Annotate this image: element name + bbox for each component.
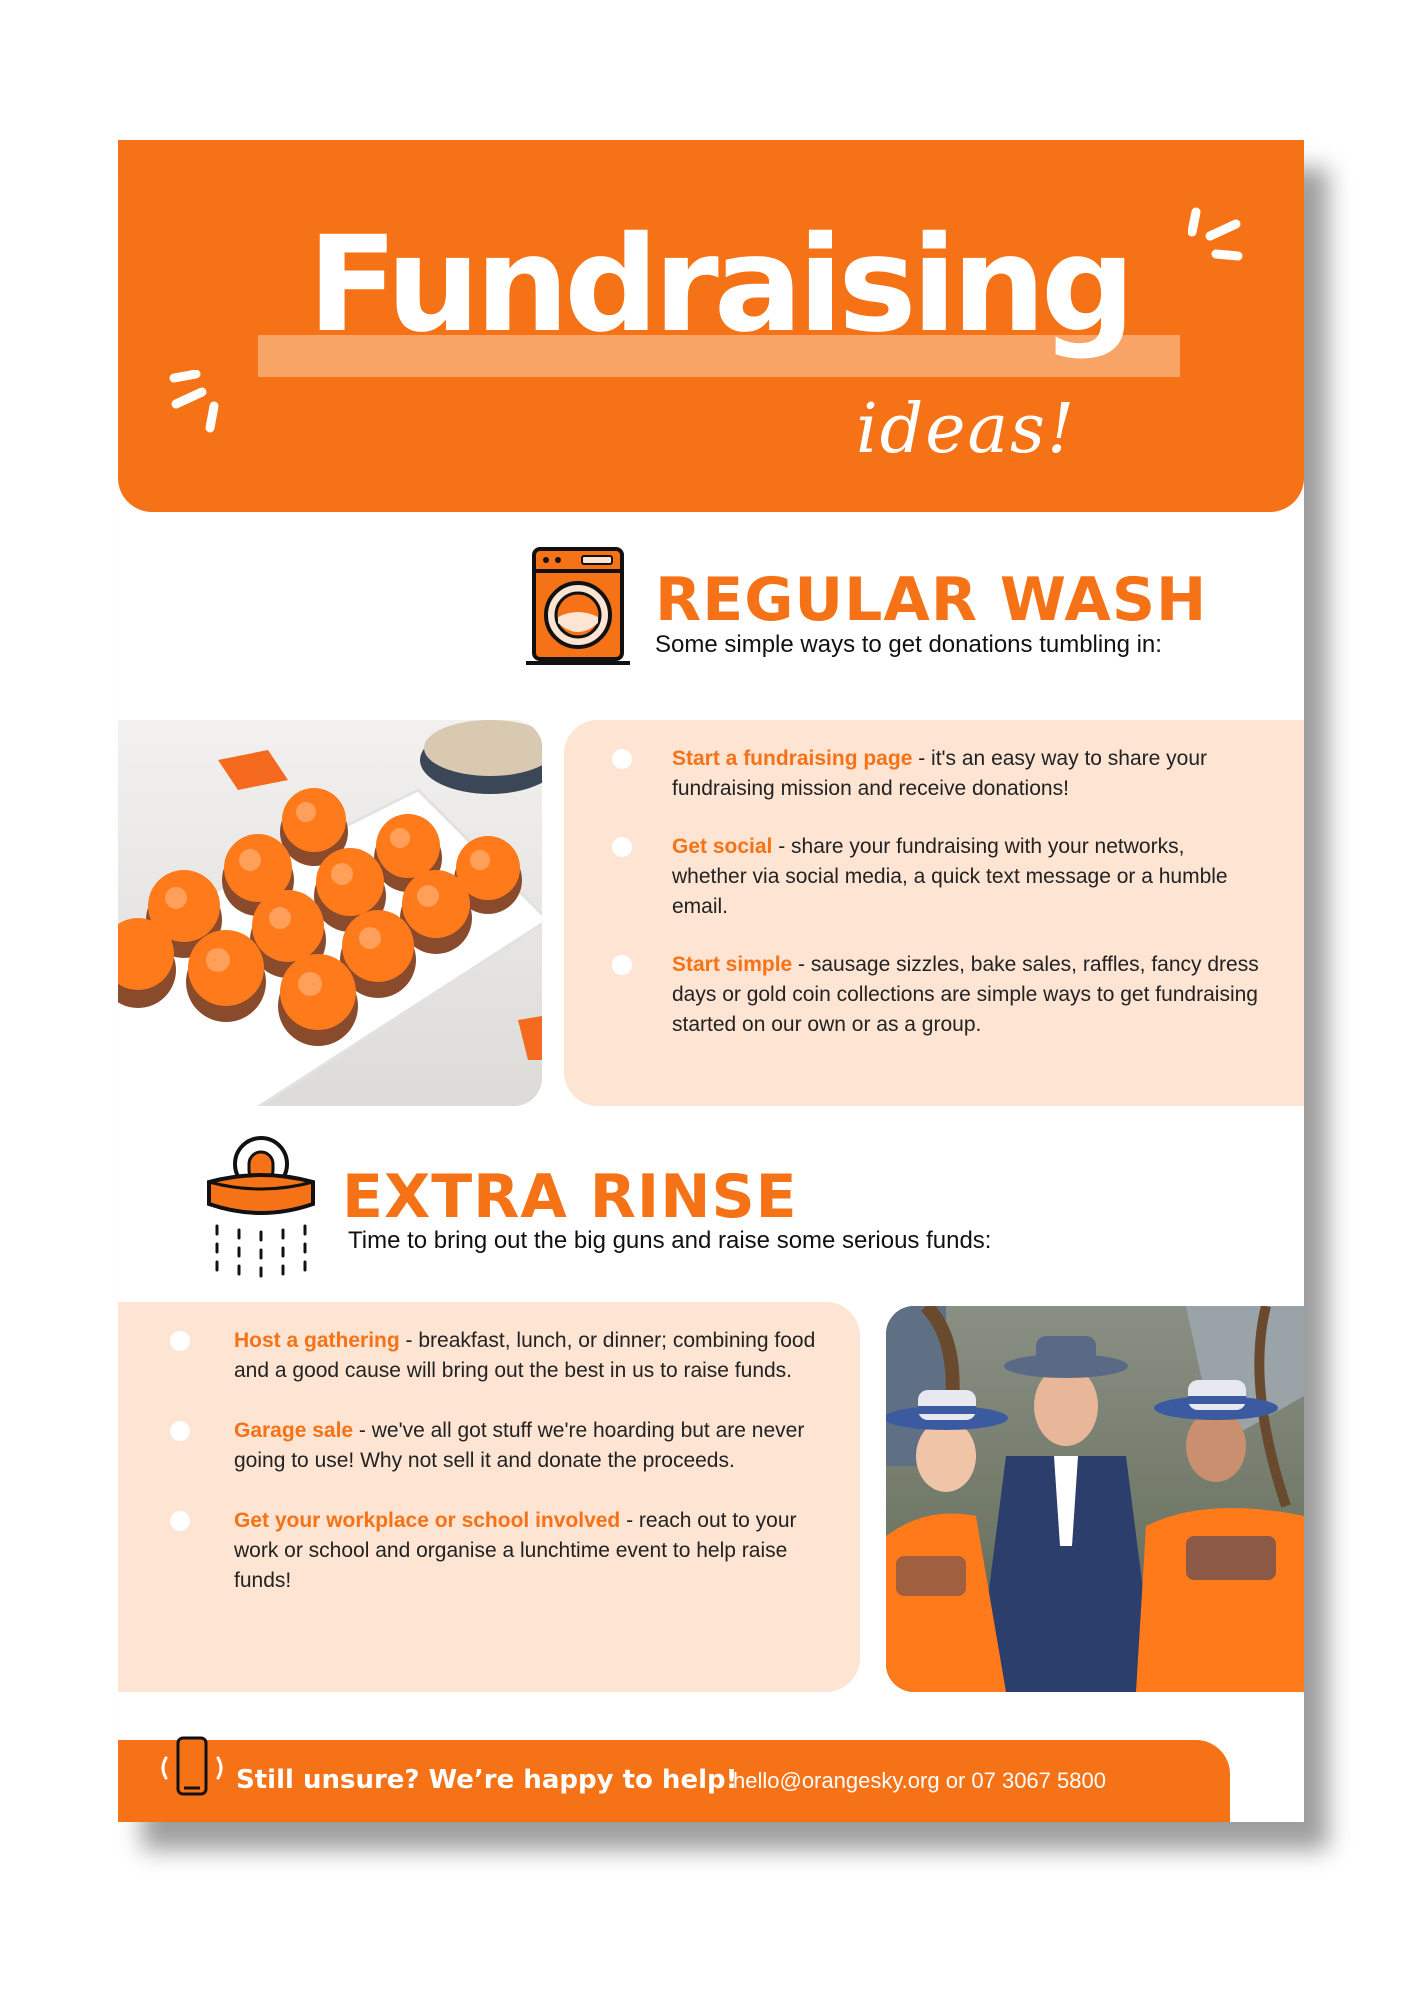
- list-item-lead: Get social: [672, 835, 773, 858]
- list-item-lead: Start simple: [672, 953, 793, 976]
- list-item-lead: Get your workplace or school involved: [234, 1509, 621, 1532]
- header-banner: [118, 140, 1304, 512]
- list-item-text: - sausage sizzles, bake sales, raffles, fancy dress days or gold coin collections are simple ways to get fundraising started on our own or as a group.: [672, 953, 1259, 1036]
- extra-rinse-panel: [118, 1302, 860, 1692]
- cupcakes-photo: [118, 720, 542, 1106]
- sparkle-top-right-icon: [1188, 202, 1248, 262]
- bullet-icon: [612, 955, 632, 975]
- section-title-regular-wash: REGULAR WASH: [655, 565, 1208, 635]
- extra-rinse-list: [234, 1326, 824, 1596]
- section-subtitle-regular-wash: Some simple ways to get donations tumbling in:: [655, 631, 1162, 658]
- list-item-lead: Host a gathering: [234, 1329, 400, 1352]
- flyer-page: [118, 140, 1304, 1822]
- list-item-text: - we've all got stuff we're hoarding but are never going to use! Why not sell it and donate the proceeds.: [234, 1419, 805, 1472]
- students-photo: [886, 1306, 1304, 1692]
- list-item: [234, 1506, 824, 1596]
- washing-machine-icon: [526, 545, 630, 669]
- bullet-icon: [170, 1331, 190, 1351]
- list-item-text: - breakfast, lunch, or dinner; combining food and a good cause will bring out the best in us to raise funds.: [234, 1329, 816, 1382]
- list-item: [672, 744, 1262, 804]
- list-item-text: - it's an easy way to share your fundraising mission and receive donations!: [672, 747, 1208, 800]
- list-item-lead: Start a fundraising page: [672, 747, 913, 770]
- list-item: [234, 1416, 824, 1476]
- list-item-lead: Garage sale: [234, 1419, 354, 1442]
- page-subtitle: ideas!: [856, 390, 1077, 469]
- bullet-icon: [170, 1421, 190, 1441]
- contact-details[interactable]: hello@orangesky.org or 07 3067 5800: [733, 1768, 1106, 1793]
- list-item-text: - share your fundraising with your networks, whether via social media, a quick text message or a humble email.: [672, 835, 1228, 918]
- sparkle-bottom-left-icon: [166, 370, 236, 440]
- phone-icon: [160, 1734, 224, 1802]
- list-item: [672, 832, 1262, 922]
- footer-bar: [118, 1740, 1230, 1822]
- list-item: [672, 950, 1262, 1040]
- regular-wash-list: [672, 744, 1262, 1040]
- help-question: Still unsure? We’re happy to help!: [236, 1765, 738, 1795]
- regular-wash-panel: [564, 720, 1304, 1106]
- bullet-icon: [612, 837, 632, 857]
- section-title-extra-rinse: EXTRA RINSE: [342, 1162, 798, 1232]
- page-title: Fundraising: [307, 208, 1131, 362]
- list-item-text: - reach out to your work or school and organise a lunchtime event to help raise funds!: [234, 1509, 797, 1592]
- bullet-icon: [612, 749, 632, 769]
- list-item: [234, 1326, 824, 1386]
- shower-head-icon: [203, 1130, 319, 1282]
- section-subtitle-extra-rinse: Time to bring out the big guns and raise some serious funds:: [348, 1227, 992, 1254]
- bullet-icon: [170, 1511, 190, 1531]
